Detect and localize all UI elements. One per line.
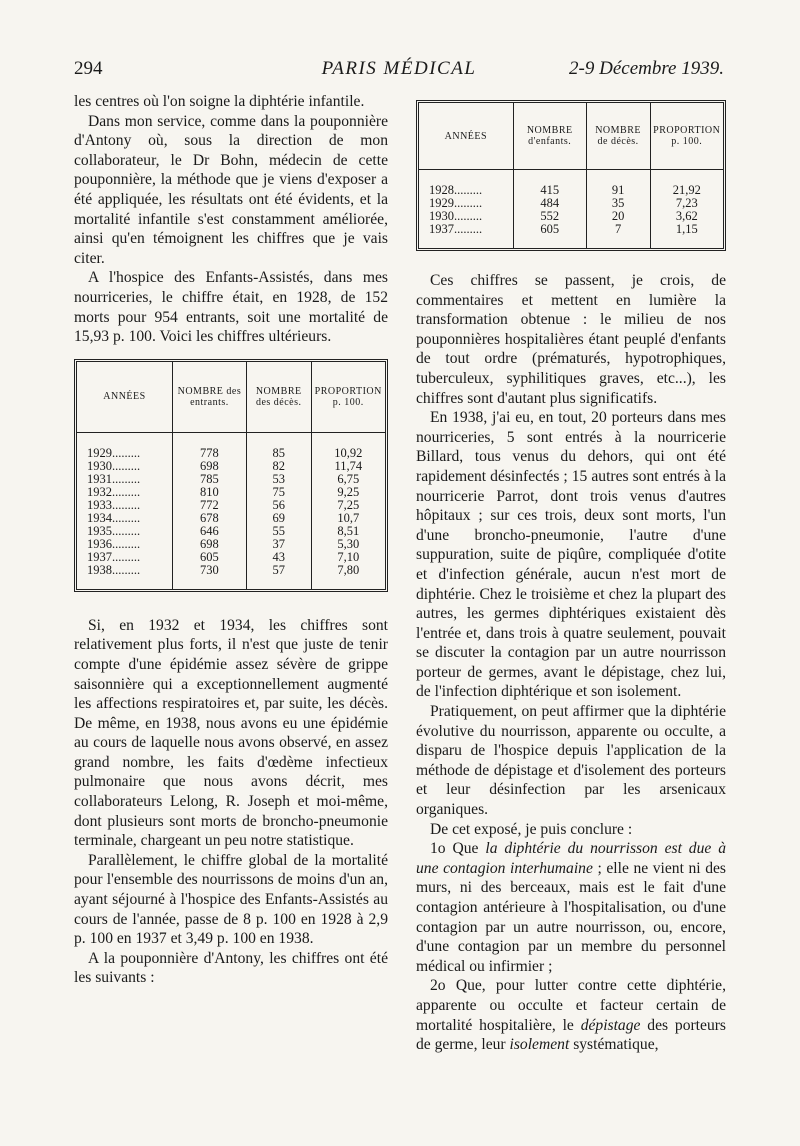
conclusion-2 [416, 976, 726, 1054]
table-row [77, 551, 385, 564]
table-row [77, 460, 385, 473]
value-cell: 778 [172, 432, 246, 460]
year-cell: 1937......... [429, 222, 483, 236]
table-header: PROPORTION p. 100. [311, 362, 385, 433]
table-header: NOMBRE de décès. [586, 103, 650, 170]
emphasis: isolement [509, 1036, 570, 1054]
value-cell: 91 [586, 170, 650, 198]
table-header: ANNÉES [419, 103, 513, 170]
year-cell: 1938......... [87, 562, 141, 577]
table-row [77, 512, 385, 525]
value-cell: 35 [586, 197, 650, 210]
paragraph: Si, en 1932 et 1934, les chiffres sont relativement plus forts, il n'est que juste de tenir compte d'une épidémie assez sévère de grippe saisonnière qui a exceptionnellement augmenté les affections respiratoires et, par suite, les décès. De même, en 1938, nous avons eu une épidémie au cours de laquelle nous avons observé, en assez grand nombre, les faits d'œdème infectieux pulmonaire que nous avons décrit, mes collaborateurs Lelong, R. Joseph et moi-même, dont plusieurs sont morts de broncho-pneumonie terminale, chargeant un peu notre statistique. [74, 616, 388, 850]
value-cell: 7,10 [311, 551, 385, 564]
value-cell: 21,92 [650, 170, 723, 198]
paragraph: Dans mon service, comme dans la pouponnière d'Antony où, sous la direction de mon collaborateur, le Dr Bohn, médecin de cette pouponnière, la méthode que je viens d'exposer a été appliquée, les résultats ont été évidents, et la mortalité infantile s'est constamment améliorée, ainsi qu'en témoignent les chiffres que je vais citer. [74, 112, 388, 267]
page-number: 294 [74, 58, 103, 79]
table-header: NOMBRE d'enfants. [513, 103, 586, 170]
year-cell: 1937......... [87, 549, 141, 564]
value-cell: 37 [246, 538, 311, 551]
paragraph: Parallèlement, le chiffre global de la mortalité pour l'ensemble des nourrissons de moins d'un an, ayant séjourné à l'hospice des Enfants-Assistés au cours de l'année, passe de 8 p. 100 en 1928 à 2,9 p. 100 en 1937 et 3,49 p. 100 en 1938. [74, 851, 388, 948]
value-cell: 646 [172, 525, 246, 538]
value-cell: 55 [246, 525, 311, 538]
emphasis: dépistage [580, 1016, 641, 1034]
issue-date: 2-9 Décembre 1939. [569, 58, 724, 79]
value-cell: 56 [246, 499, 311, 512]
value-cell: 8,51 [311, 525, 385, 538]
value-cell: 10,92 [311, 432, 385, 460]
table-header: ANNÉES [77, 362, 172, 433]
table-row [77, 486, 385, 499]
year-cell: 1930......... [429, 209, 483, 223]
year-cell: 1930......... [87, 458, 141, 473]
conclusion-text: ; elle ne vient ni des murs, ni des berceaux, mais est le fait d'une contagion antérieure à l'hospitalisation, ou d'une contagion par un autre nourrisson, ou, encore, d'une contagion par un membre du personnel médical ou infirmier ; [416, 859, 726, 975]
conclusion-number: 1o Que [430, 840, 486, 858]
value-cell: 69 [246, 512, 311, 525]
table-row [419, 170, 723, 198]
conclusion-text: des porteurs de germe, leur [416, 1016, 726, 1054]
value-cell: 678 [172, 512, 246, 525]
value-cell: 772 [172, 499, 246, 512]
table-header: NOMBRE des entrants. [172, 362, 246, 433]
table-row [419, 223, 723, 248]
value-cell: 415 [513, 170, 586, 198]
year-cell: 1929......... [429, 196, 483, 210]
conclusion-1 [416, 839, 726, 976]
value-cell: 730 [172, 564, 246, 589]
value-cell: 605 [172, 551, 246, 564]
paragraph: Ces chiffres se passent, je crois, de commentaires et mettent en lumière la transformation obtenue : le milieu de nos pouponnières hospitalières étant peuplé d'enfants de tout ordre (prématurés, hypotrophiques, tuberculeux, syphilitiques graves, etc...), les chiffres sont d'autant plus significatifs. [416, 272, 726, 407]
value-cell: 785 [172, 473, 246, 486]
value-cell: 11,74 [311, 460, 385, 473]
table-row [77, 525, 385, 538]
value-cell: 82 [246, 460, 311, 473]
value-cell: 20 [586, 210, 650, 223]
paragraph: Pratiquement, on peut affirmer que la diphtérie évolutive du nourrisson, apparente ou occulte, a disparu de l'hospice depuis l'application de la méthode de dépistage et d'isolement des porteurs et leur désinfection par les arsenicaux organiques. [416, 703, 726, 819]
value-cell: 85 [246, 432, 311, 460]
value-cell: 552 [513, 210, 586, 223]
value-cell: 6,75 [311, 473, 385, 486]
table-row [77, 564, 385, 589]
value-cell: 1,15 [650, 223, 723, 248]
value-cell: 7 [586, 223, 650, 248]
value-cell: 698 [172, 460, 246, 473]
right-column [416, 92, 726, 1055]
value-cell: 43 [246, 551, 311, 564]
value-cell: 75 [246, 486, 311, 499]
value-cell: 10,7 [311, 512, 385, 525]
value-cell: 7,23 [650, 197, 723, 210]
table-row [77, 473, 385, 486]
year-cell: 1928......... [429, 183, 483, 197]
value-cell: 5,30 [311, 538, 385, 551]
table-enfants-assistes [74, 359, 388, 592]
value-cell: 57 [246, 564, 311, 589]
value-cell: 7,80 [311, 564, 385, 589]
value-cell: 484 [513, 197, 586, 210]
paragraph: A la pouponnière d'Antony, les chiffres ont été les suivants : [74, 949, 388, 987]
table-row [77, 432, 385, 460]
year-cell: 1931......... [87, 471, 141, 486]
paragraph: En 1938, j'ai eu, en tout, 20 porteurs dans mes nourriceries, 5 sont entrés à la nourricerie Billard, tous venus du dehors, qui ont été rapidement désinfectés ; 15 autres sont entrés à la nourricerie Parrot, dont trois venus d'autres hôpitaux ; sur ces trois, deux sont morts, l'un d'une broncho-pneumonie, l'autre d'une suppuration, suite de piqûre, compliquée d'otite et d'infection générale, aucun n'est mort de diphtérie. Chez le troisième et chez la plupart des autres, les germes diphtériques existaient dès l'entrée et, dans trois à quatre seulement, pouvait se discuter la contagion par un autre nourrisson porteur de germes, avant le dépistage, chez lui, de l'infection diphtérique et son isolement. [416, 409, 726, 701]
value-cell: 3,62 [650, 210, 723, 223]
table-antony [416, 100, 726, 251]
year-cell: 1933......... [87, 497, 141, 512]
value-cell: 7,25 [311, 499, 385, 512]
value-cell: 53 [246, 473, 311, 486]
table-header: NOMBRE des décès. [246, 362, 311, 433]
paragraph: De cet exposé, je puis conclure : [430, 820, 633, 838]
table-row [77, 499, 385, 512]
table-header: PROPORTION p. 100. [650, 103, 723, 170]
year-cell: 1932......... [87, 484, 141, 499]
table-row [77, 538, 385, 551]
conclusion-text: systématique, [569, 1036, 659, 1054]
value-cell: 9,25 [311, 486, 385, 499]
emphasis: la diphtérie du nourrisson est due à une contagion interhumaine [416, 840, 727, 877]
left-column [74, 92, 388, 988]
year-cell: 1935......... [87, 523, 141, 538]
year-cell: 1929......... [87, 445, 141, 460]
paragraph: A l'hospice des Enfants-Assistés, dans mes nourriceries, le chiffre était, en 1928, de 152 morts pour 954 entrants, soit une mortalité de 15,93 p. 100. Voici les chiffres ultérieurs. [74, 269, 388, 346]
journal-title: PARIS MÉDICAL [321, 58, 477, 79]
year-cell: 1936......... [87, 536, 141, 551]
conclusion-text: 2o Que, pour lutter contre cette diphtérie, apparente ou occulte et facteur certain de mortalité hospitalière, le [416, 977, 726, 1034]
running-header [74, 58, 724, 88]
value-cell: 605 [513, 223, 586, 248]
year-cell: 1934......... [87, 510, 141, 525]
value-cell: 698 [172, 538, 246, 551]
paragraph: les centres où l'on soigne la diphtérie infantile. [74, 93, 365, 110]
value-cell: 810 [172, 486, 246, 499]
